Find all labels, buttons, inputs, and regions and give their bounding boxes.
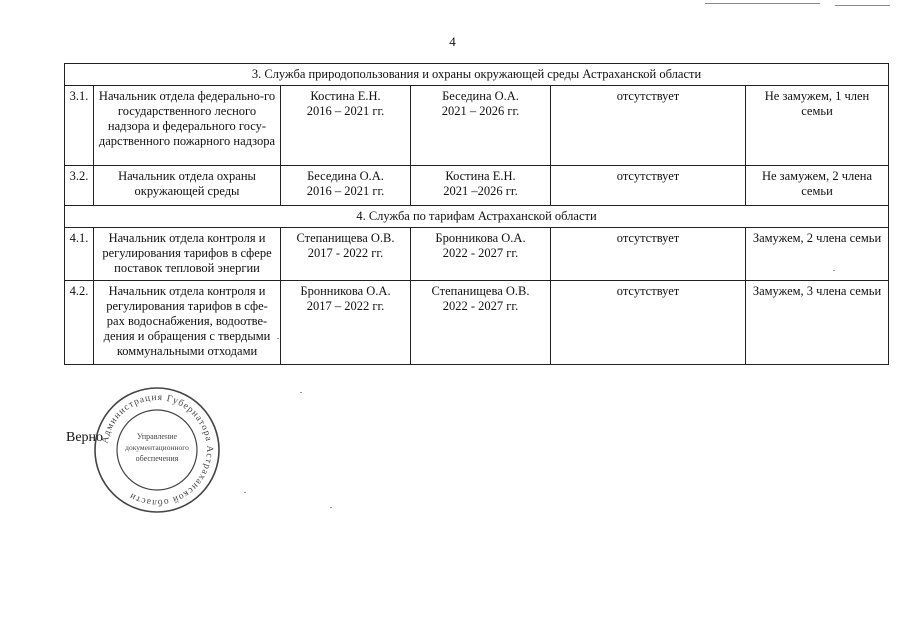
new-holder-cell [411, 228, 551, 281]
position-cell: Начальник отдела федерально-го государственного лесного надзора и федерального госу-дарственного пожарного надзора [94, 86, 281, 166]
scan-artifact-line [835, 5, 890, 6]
scan-speck [330, 507, 332, 508]
section-title: 3. Служба природопользования и охраны окружающей среды Астраханской области [65, 64, 889, 86]
position-cell: Начальник отдела контроля и регулирования тарифов в сфе-рах водоснабжения, водоотве-дения и обращения с твердыми коммунальными отходами [94, 281, 281, 365]
previous-holder-name: Бронникова О.А. [300, 284, 391, 298]
relatives-cell: отсутствует [551, 86, 746, 166]
new-holder-cell [411, 281, 551, 365]
previous-holder-cell [281, 86, 411, 166]
relatives-cell: отсутствует [551, 166, 746, 206]
previous-holder-period: 2016 – 2021 гг. [306, 104, 385, 118]
scan-speck [244, 492, 246, 493]
family-status-cell: Не замужем, 2 члена семьи [746, 166, 889, 206]
scan-artifact-line [705, 3, 820, 4]
previous-holder-cell [281, 228, 411, 281]
previous-holder-name: Беседина О.А. [307, 169, 384, 183]
previous-holder-name: Степанищева О.В. [296, 231, 395, 245]
new-holder-name: Беседина О.А. [442, 89, 519, 103]
family-status-cell: Не замужем, 1 член семьи [746, 86, 889, 166]
new-holder-cell [411, 86, 551, 166]
official-stamp [92, 385, 222, 515]
scan-speck [300, 392, 302, 393]
stamp-center-line: Управление [136, 432, 178, 441]
section-header-row [65, 64, 889, 86]
section-header-row [65, 206, 889, 228]
appointments-table [64, 63, 889, 365]
family-status-cell: Замужем, 3 члена семьи [746, 281, 889, 365]
stamp-center-line: документационного [125, 443, 189, 452]
scan-speck [277, 338, 279, 339]
new-holder-period: 2022 - 2027 гг. [442, 246, 519, 260]
row-number: 3.2. [65, 166, 94, 206]
table-row [65, 166, 889, 206]
relatives-cell: отсутствует [551, 228, 746, 281]
section-title: 4. Служба по тарифам Астраханской области [65, 206, 889, 228]
stamp-ring-text: Администрация Губернатора Астраханской области [100, 392, 215, 508]
new-holder-name: Степанищева О.В. [431, 284, 530, 298]
table-row [65, 281, 889, 365]
previous-holder-name: Костина Е.Н. [310, 89, 381, 103]
new-holder-name: Костина Е.Н. [445, 169, 516, 183]
previous-holder-period: 2017 - 2022 гг. [307, 246, 384, 260]
stamp-center-line: обеспечения [135, 454, 179, 463]
row-number: 3.1. [65, 86, 94, 166]
new-holder-period: 2021 – 2026 гг. [441, 104, 520, 118]
row-number: 4.2. [65, 281, 94, 365]
previous-holder-cell [281, 281, 411, 365]
family-status-cell: Замужем, 2 члена семьи [746, 228, 889, 281]
relatives-cell: отсутствует [551, 281, 746, 365]
new-holder-period: 2021 –2026 гг. [443, 184, 518, 198]
verno-label: Верно [66, 430, 104, 445]
position-cell: Начальник отдела охраны окружающей среды [94, 166, 281, 206]
scan-speck [833, 270, 835, 271]
previous-holder-cell [281, 166, 411, 206]
new-holder-cell [411, 166, 551, 206]
new-holder-name: Бронникова О.А. [435, 231, 526, 245]
new-holder-period: 2022 - 2027 гг. [442, 299, 519, 313]
page-number: 4 [449, 34, 456, 49]
previous-holder-period: 2016 – 2021 гг. [306, 184, 385, 198]
table-row [65, 86, 889, 166]
previous-holder-period: 2017 – 2022 гг. [306, 299, 385, 313]
table-row [65, 228, 889, 281]
row-number: 4.1. [65, 228, 94, 281]
position-cell: Начальник отдела контроля и регулирования тарифов в сфере поставок тепловой энергии [94, 228, 281, 281]
